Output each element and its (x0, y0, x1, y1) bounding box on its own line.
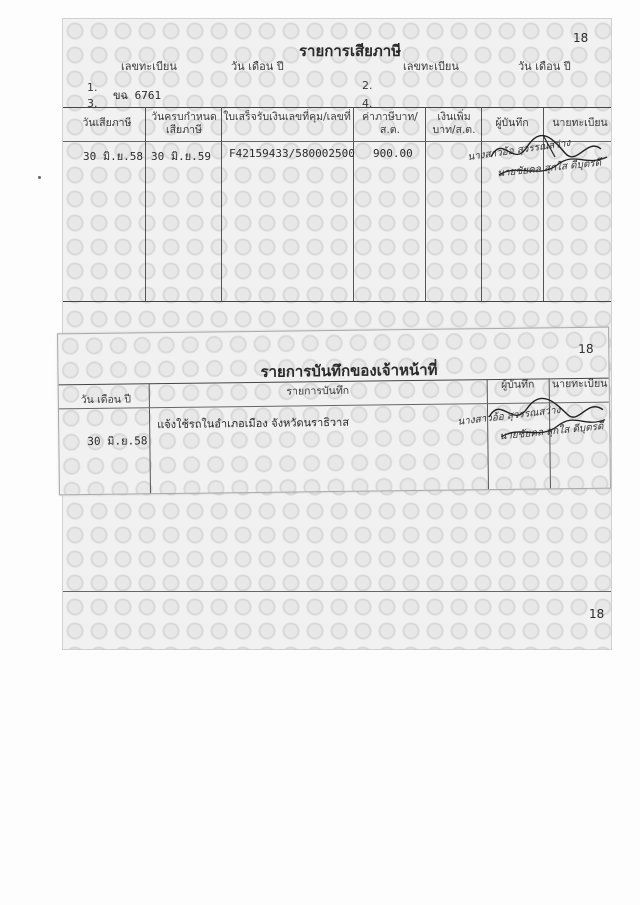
receipt-cell: F42159433/580002500 (229, 147, 355, 160)
page-title: รายการบันทึกของเจ้าหน้าที่ (260, 360, 438, 381)
col-receipt: ใบเสร็จรับเงินเลขที่คุม/เลขที่ (223, 111, 351, 123)
officer-record-sheet (57, 327, 611, 496)
col-recorder: ผู้บันทึก (495, 117, 529, 129)
col-divider (425, 107, 426, 301)
signature-icon (483, 127, 611, 187)
col-divider (481, 107, 482, 301)
reg-index-3: 3. (87, 97, 98, 110)
due-date-cell: 30 มิ.ย.59 (151, 150, 212, 163)
col-tax: ค่าภาษีบาท/ส.ต. (362, 111, 418, 136)
reg-index-1: 1. (87, 81, 98, 94)
col-date: วัน เดือน ปี (80, 393, 132, 407)
recorder-stamp: นางสาวอ้อ สุวรรณสว่าง (456, 404, 562, 428)
date-label-left: วัน เดือน ปี (231, 60, 284, 73)
registrar-stamp: นายชัยคล สุกใส ดีบุตรดี (496, 157, 602, 180)
reg-label-right: เลขทะเบียน (403, 60, 459, 73)
page-number: 18 (578, 341, 594, 357)
reg-index-2: 2. (362, 79, 373, 92)
page-number-bottom: 18 (589, 607, 605, 621)
date-cell: 30 มิ.ย.58 (87, 434, 148, 449)
scan-speck (38, 176, 41, 179)
tax-cell: 900.00 (373, 147, 413, 160)
page-number: 18 (573, 31, 589, 45)
footer-line (63, 591, 611, 592)
note-cell: แจ้งใช้รถในอำเภอเมือง จังหวัดนราธิวาส (157, 415, 350, 432)
col-divider (353, 107, 354, 301)
col-registrar: นายทะเบียน (551, 377, 608, 391)
col-recorder: ผู้บันทึก (500, 378, 535, 391)
col-due-date: วันครบกำหนดเสียภาษี (151, 111, 217, 136)
registrar-stamp: นายชัยคล สุกใส ดีบุตรดี (498, 421, 605, 443)
col-surcharge: เงินเพิ่มบาท/ส.ต. (432, 111, 476, 136)
reg-index-4: 4. (362, 97, 373, 110)
registration-number: ขฉ 6761 (113, 89, 162, 102)
col-note: รายการบันทึก (286, 384, 350, 398)
signature-icon (479, 390, 610, 448)
date-label-right: วัน เดือน ปี (518, 60, 571, 73)
pay-date-cell: 30 มิ.ย.58 (83, 150, 144, 163)
reg-label-left: เลขทะเบียน (121, 60, 177, 73)
col-pay-date: วันเสียภาษี (82, 117, 132, 129)
col-divider (145, 107, 146, 301)
recorder-stamp: นางสาวอ้อ สุวรรณสว่าง (466, 137, 572, 164)
col-registrar: นายทะเบียน (552, 117, 608, 129)
col-divider (221, 107, 222, 301)
page-title: รายการเสียภาษี (299, 42, 402, 60)
table-bottom-border (63, 301, 611, 302)
